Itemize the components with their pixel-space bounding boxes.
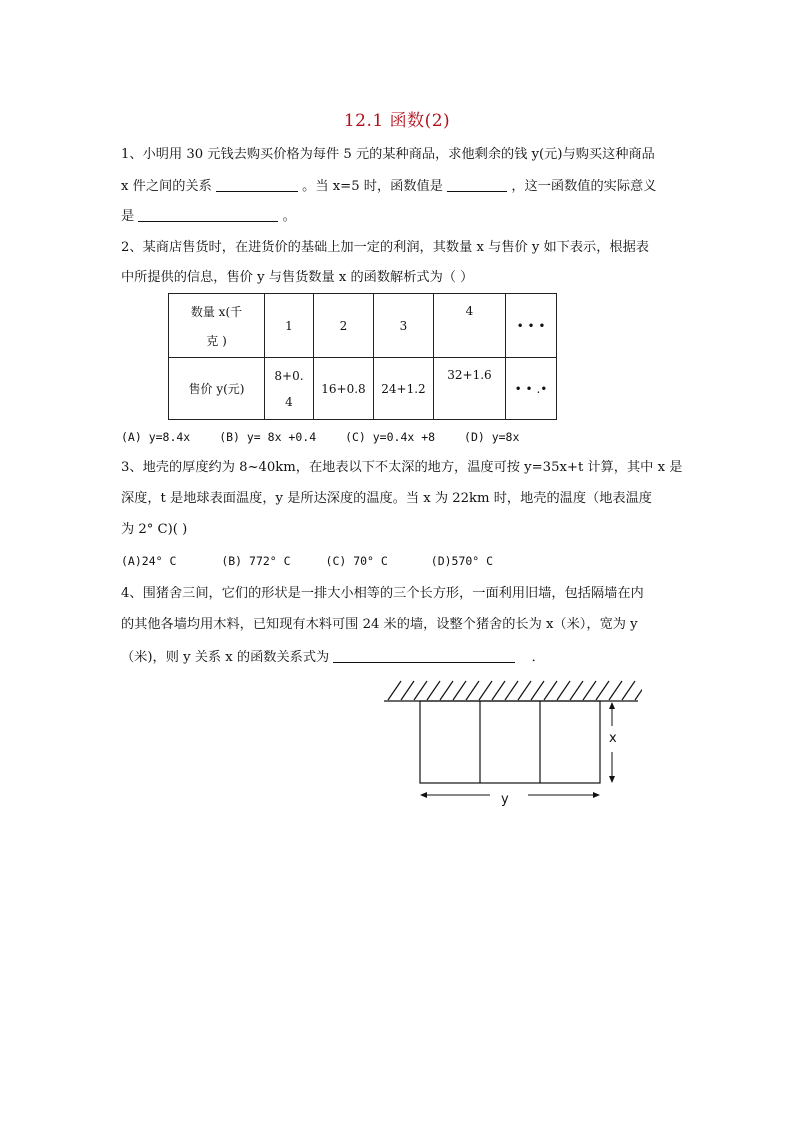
- hatch-stroke: [505, 681, 518, 700]
- old-wall-hatching: [388, 681, 642, 700]
- q4-answer-blank[interactable]: [333, 648, 515, 663]
- hatch-stroke: [427, 681, 440, 700]
- q1-answer-blank-1[interactable]: [216, 177, 298, 192]
- q1-text-d: 是: [121, 209, 135, 224]
- q2-option-c[interactable]: (C) y=0.4x +8: [345, 430, 436, 444]
- hatch-stroke: [557, 681, 570, 700]
- table-cell: 24+1.2: [374, 358, 434, 420]
- table-header-quantity: [169, 294, 265, 358]
- hatch-stroke: [401, 681, 414, 700]
- hatch-stroke: [518, 681, 531, 700]
- hatch-stroke: [531, 681, 544, 700]
- table-cell: 1: [265, 294, 314, 358]
- q1-line-3: [121, 207, 681, 226]
- hatch-stroke: [635, 681, 642, 700]
- hatch-stroke: [453, 681, 466, 700]
- q1-text-c: ，这一函数值的实际意义: [511, 179, 657, 194]
- table-cell: • • •: [506, 294, 557, 358]
- q2-option-b[interactable]: (B) y= 8x +0.4: [219, 430, 317, 444]
- hatch-stroke: [479, 681, 492, 700]
- header-quantity-line2: 克 ): [206, 333, 227, 348]
- q1-line-1: 1、小明用 30 元钱去购买价格为每件 5 元的某种商品，求他剩余的钱 y(元)与购买这种商品: [121, 147, 655, 162]
- y-label: y: [501, 792, 509, 807]
- q2-option-a[interactable]: (A) y=8.4x: [121, 430, 191, 444]
- hatch-stroke: [544, 681, 557, 700]
- q2-line-2: 中所提供的信息，售价 y 与售货数量 x 的函数解析式为（ ）: [121, 270, 474, 285]
- q4-line-2: 的其他各墙均用木料，已知现有木料可围 24 米的墙，设整个猪舍的长为 x（米），宽为 y: [121, 617, 638, 632]
- y-arrowhead-right: [593, 792, 600, 798]
- q4-line-3: [121, 648, 681, 667]
- q1-line-2: [121, 177, 681, 196]
- hatch-stroke: [570, 681, 583, 700]
- table-cell: 4: [434, 294, 506, 358]
- table-header-price: 售价 y(元): [169, 358, 265, 420]
- hatch-stroke: [583, 681, 596, 700]
- table-cell: • • .•: [506, 358, 557, 420]
- x-arrowhead-down: [609, 776, 615, 783]
- q3-option-a[interactable]: (A)24° C: [121, 554, 177, 568]
- table-row-price: [169, 358, 557, 420]
- pig-pen-figure: [380, 672, 642, 812]
- q3-options: [121, 554, 515, 568]
- x-arrowhead-up: [609, 702, 615, 709]
- q1-text-b: 。当 x=5 时，函数值是: [302, 179, 443, 194]
- q2-line-1: 2、某商店售货时，在进货价的基础上加一定的利润，其数量 x 与售价 y 如下表示，根据表: [121, 240, 649, 255]
- table-cell: 2: [314, 294, 374, 358]
- q1-answer-blank-2[interactable]: [447, 177, 507, 192]
- q1-text-a: x 件之间的关系: [121, 179, 212, 194]
- hatch-stroke: [622, 681, 635, 700]
- q3-option-d[interactable]: (D)570° C: [430, 554, 494, 568]
- q3-option-b[interactable]: (B) 772° C: [221, 554, 291, 568]
- q1-answer-blank-3[interactable]: [138, 207, 278, 222]
- q1-text-e: 。: [282, 209, 296, 224]
- hatch-stroke: [414, 681, 427, 700]
- price-1-line1: 8+0.: [274, 368, 304, 383]
- x-label: x: [609, 731, 617, 746]
- hatch-stroke: [492, 681, 505, 700]
- q3-line-2: 深度，t 是地球表面温度，y 是所达深度的温度。当 x 为 22km 时，地壳的温度（地表温度: [121, 491, 652, 506]
- q2-options: [121, 430, 541, 444]
- q3-line-1: 3、地壳的厚度约为 8~40km，在地表以下不太深的地方，温度可按 y=35x+t 计算，其中 x 是: [121, 460, 683, 475]
- q2-option-d[interactable]: (D) y=8x: [464, 430, 520, 444]
- q4-text-b: ．: [531, 650, 545, 665]
- q3-option-c[interactable]: (C) 70° C: [325, 554, 388, 568]
- q4-line-1: 4、围猪舍三间，它们的形状是一排大小相等的三个长方形，一面利用旧墙，包括隔墙在内: [121, 586, 644, 601]
- hatch-stroke: [388, 681, 401, 700]
- hatch-stroke: [596, 681, 609, 700]
- table-cell: 16+0.8: [314, 358, 374, 420]
- header-quantity-line1: 数量 x(千: [190, 304, 243, 319]
- price-1-line2: 4: [285, 394, 293, 409]
- hatch-stroke: [440, 681, 453, 700]
- q3-line-3: 为 2° C)( ): [121, 522, 188, 537]
- table-cell-price-1: [265, 358, 314, 420]
- pen-outline: [420, 701, 600, 783]
- hatch-stroke: [466, 681, 479, 700]
- page-title: 12.1 函数(2): [343, 111, 451, 131]
- y-arrowhead-left: [420, 792, 427, 798]
- table-cell: 3: [374, 294, 434, 358]
- q2-table: [168, 293, 557, 420]
- q4-text-a: （米)，则 y 关系 x 的函数关系式为: [121, 650, 330, 665]
- hatch-stroke: [609, 681, 622, 700]
- table-row-quantity: [169, 294, 557, 358]
- table-cell: 32+1.6: [434, 358, 506, 420]
